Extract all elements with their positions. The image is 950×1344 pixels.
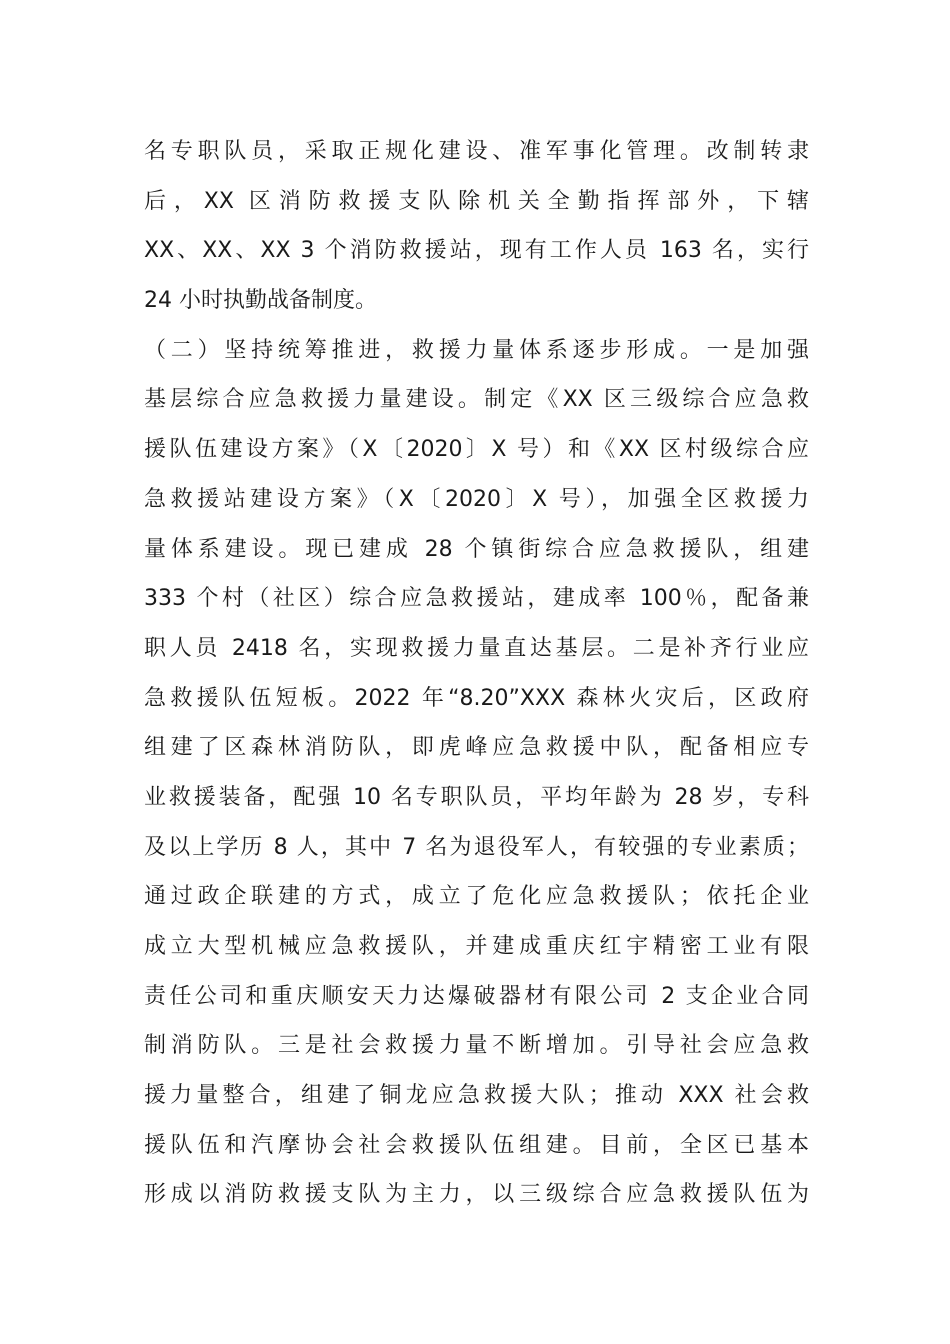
text-line: 及以上学历 8 人，其中 7 名为退役军人，有较强的专业素质； [144, 834, 809, 860]
text-line: 形成以消防救援支队为主力，以三级综合应急救援队伍为 [144, 1182, 809, 1208]
text-line: 援力量整合，组建了铜龙应急救援大队；推动 XXX 社会救 [144, 1083, 809, 1109]
text-line: 急救援站建设方案》（X〔2020〕X 号），加强全区救援力 [144, 486, 809, 512]
text-line: 责任公司和重庆顺安天力达爆破器材有限公司 2 支企业合同 [144, 983, 809, 1009]
body-text [144, 127, 809, 1220]
text-line: 24 小时执勤战备制度。 [144, 288, 377, 314]
text-line: 后，XX 区消防救援支队除机关全勤指挥部外，下辖 [144, 188, 809, 214]
text-line: （二）坚持统筹推进，救援力量体系逐步形成。一是加强 [144, 337, 809, 363]
text-line: 援队伍建设方案》（X〔2020〕X 号）和《XX 区村级综合应 [144, 437, 809, 463]
text-line: 成立大型机械应急救援队，并建成重庆红宇精密工业有限 [144, 934, 809, 959]
text-line: 职人员 2418 名，实现救援力量直达基层。二是补齐行业应 [144, 635, 809, 661]
text-line: 基层综合应急救援力量建设。制定《XX 区三级综合应急救 [144, 387, 809, 413]
text-line: 急救援队伍短板。2022 年“8.20”XXX 森林火灾后，区政府 [144, 685, 809, 711]
text-line: 援队伍和汽摩协会社会救援队伍组建。目前，全区已基本 [144, 1132, 809, 1158]
text-line: 组建了区森林消防队，即虎峰应急救援中队，配备相应专 [144, 735, 809, 761]
text-line: 业救援装备，配强 10 名专职队员，平均年龄为 28 岁，专科 [144, 784, 809, 810]
text-line: 通过政企联建的方式，成立了危化应急救援队；依托企业 [144, 884, 809, 910]
text-line: 名专职队员，采取正规化建设、准军事化管理。改制转隶 [144, 139, 809, 164]
text-line: XX、XX、XX 3 个消防救援站，现有工作人员 163 名，实行 [144, 238, 809, 264]
text-line: 333 个村（社区）综合应急救援站，建成率 100％，配备兼 [144, 586, 809, 612]
text-line: 制消防队。三是社会救援力量不断增加。引导社会应急救 [144, 1033, 809, 1059]
text-line: 量体系建设。现已建成 28 个镇街综合应急救援队，组建 [144, 536, 809, 562]
